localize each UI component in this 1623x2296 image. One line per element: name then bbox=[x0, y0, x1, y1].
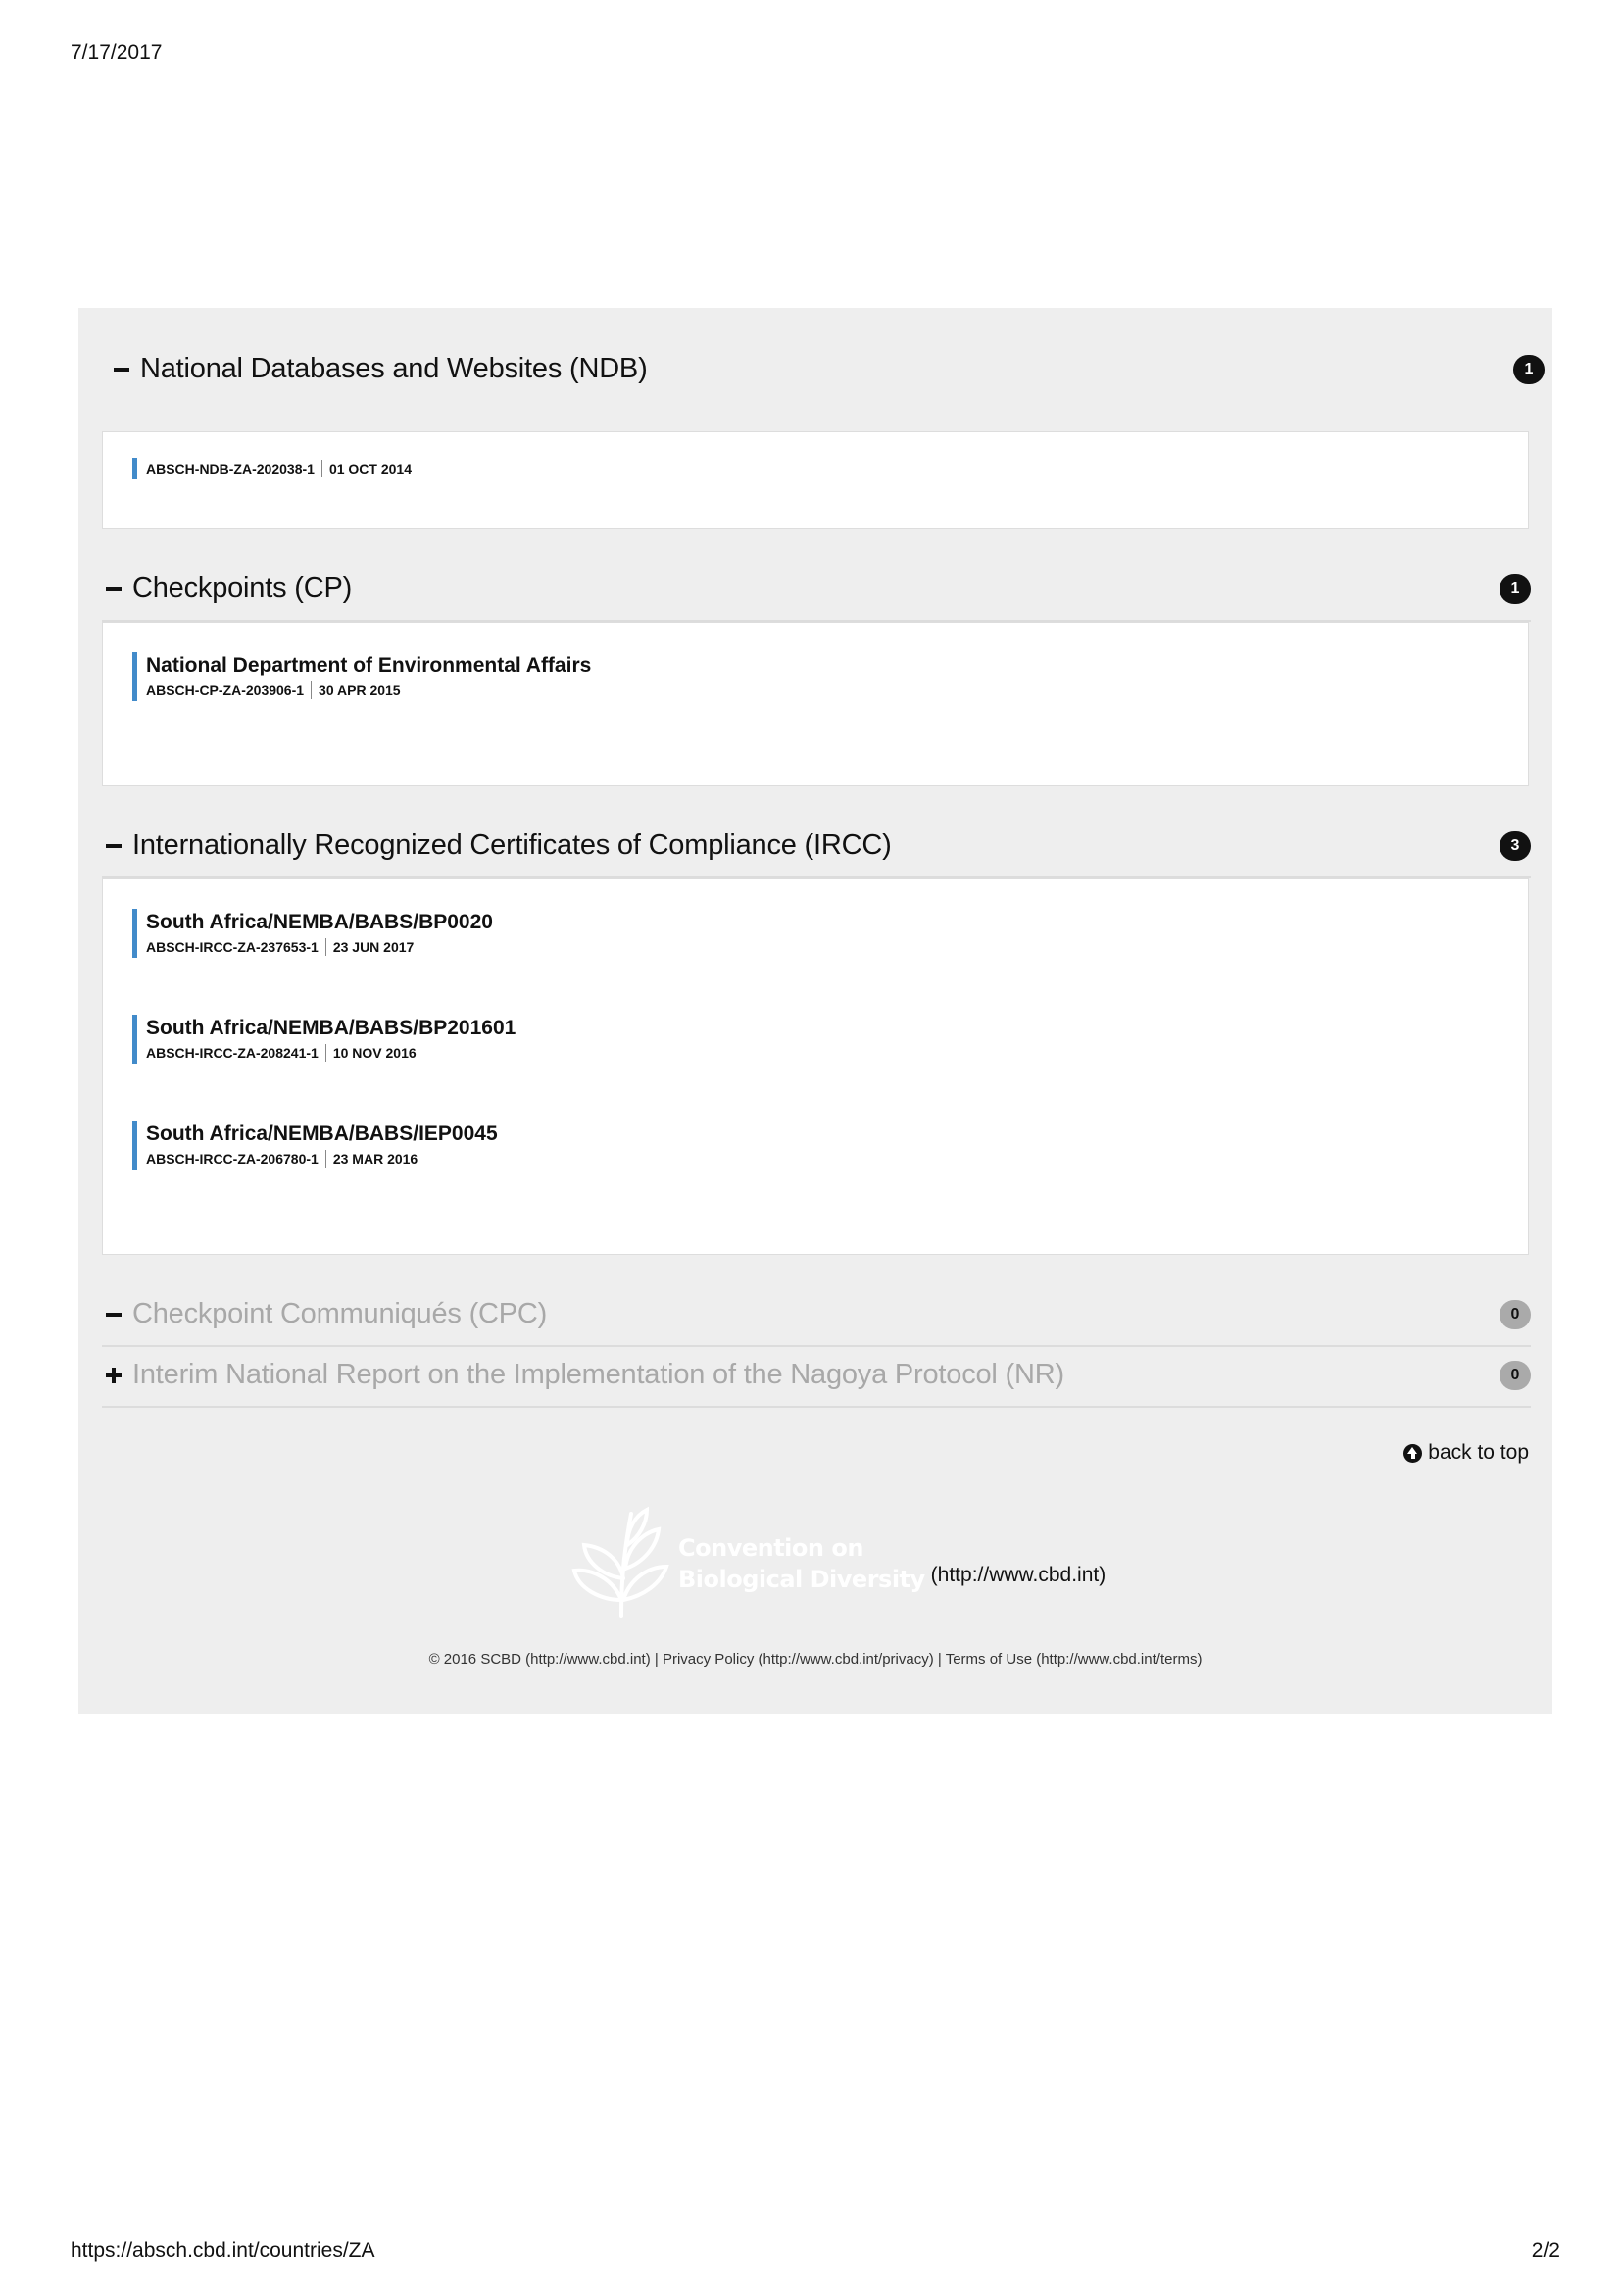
records-card-ircc bbox=[102, 878, 1529, 1255]
section-title-cpc: Checkpoint Communiqués (CPC) bbox=[132, 1298, 548, 1329]
meta-separator bbox=[321, 460, 322, 477]
section-header-nr[interactable] bbox=[102, 1359, 1531, 1391]
footer-separator: | bbox=[654, 1651, 659, 1668]
logo-line-2: Biological Diversity bbox=[678, 1566, 925, 1593]
section-divider bbox=[102, 1406, 1531, 1408]
privacy-policy-link[interactable]: Privacy Policy (http://www.cbd.int/privacy) bbox=[662, 1651, 934, 1668]
section-title-ndb: National Databases and Websites (NDB) bbox=[140, 353, 648, 384]
collapse-icon[interactable] bbox=[114, 361, 131, 378]
cbd-logo-wordmark bbox=[678, 1532, 925, 1595]
record-meta bbox=[146, 458, 412, 479]
record-id: ABSCH-CP-ZA-203906-1 bbox=[146, 682, 305, 698]
record-date: 10 NOV 2016 bbox=[332, 1045, 417, 1061]
count-badge-ndb: 1 bbox=[1513, 355, 1545, 384]
section-divider bbox=[102, 1345, 1531, 1347]
record-meta bbox=[146, 1042, 516, 1064]
collapse-icon[interactable] bbox=[106, 837, 123, 855]
record-title[interactable]: South Africa/NEMBA/BABS/IEP0045 bbox=[146, 1123, 498, 1145]
record-id: ABSCH-IRCC-ZA-237653-1 bbox=[146, 939, 319, 955]
section-header-ndb[interactable] bbox=[110, 353, 1545, 385]
records-card-cp bbox=[102, 622, 1529, 786]
record-meta bbox=[146, 679, 591, 701]
record-id: ABSCH-IRCC-ZA-206780-1 bbox=[146, 1151, 319, 1167]
country-profile-panel bbox=[78, 308, 1552, 1714]
record-date: 23 MAR 2016 bbox=[332, 1151, 418, 1167]
record-meta bbox=[146, 1148, 498, 1170]
record-title[interactable]: South Africa/NEMBA/BABS/BP201601 bbox=[146, 1017, 516, 1039]
record-meta bbox=[146, 936, 493, 958]
count-badge-cp: 1 bbox=[1500, 574, 1531, 604]
footer-separator: | bbox=[937, 1651, 942, 1668]
record-title[interactable]: South Africa/NEMBA/BABS/BP0020 bbox=[146, 911, 493, 933]
record-title[interactable]: National Department of Environmental Affairs bbox=[146, 654, 592, 676]
meta-separator bbox=[325, 1150, 326, 1168]
arrow-circle-up-icon bbox=[1403, 1444, 1422, 1463]
meta-separator bbox=[325, 938, 326, 956]
record-item[interactable] bbox=[132, 1015, 516, 1064]
terms-of-use-link[interactable]: Terms of Use (http://www.cbd.int/terms) bbox=[945, 1651, 1203, 1668]
record-date: 23 JUN 2017 bbox=[332, 939, 415, 955]
section-header-cpc[interactable] bbox=[102, 1298, 1531, 1330]
print-url: https://absch.cbd.int/countries/ZA bbox=[71, 2239, 375, 2262]
section-header-ircc[interactable] bbox=[102, 829, 1531, 862]
cbd-leaf-logo-icon[interactable] bbox=[570, 1506, 672, 1622]
collapse-icon[interactable] bbox=[106, 580, 123, 598]
count-badge-cpc: 0 bbox=[1500, 1300, 1531, 1329]
section-title-cp: Checkpoints (CP) bbox=[132, 573, 353, 604]
print-page-number: 2/2 bbox=[1531, 2239, 1560, 2262]
back-to-top-link[interactable] bbox=[1403, 1441, 1529, 1465]
record-date: 01 OCT 2014 bbox=[328, 461, 412, 476]
count-badge-ircc: 3 bbox=[1500, 831, 1531, 861]
record-date: 30 APR 2015 bbox=[319, 682, 401, 698]
meta-separator bbox=[325, 1044, 326, 1062]
record-item[interactable] bbox=[132, 1121, 498, 1170]
collapse-icon[interactable] bbox=[106, 1306, 123, 1323]
footer-logo-row bbox=[570, 1506, 1106, 1622]
copyright-link[interactable]: © 2016 SCBD (http://www.cbd.int) bbox=[428, 1651, 651, 1668]
section-title-nr: Interim National Report on the Implementation of the Nagoya Protocol (NR) bbox=[132, 1359, 1064, 1390]
logo-line-1: Convention on bbox=[678, 1534, 863, 1562]
meta-separator bbox=[311, 681, 312, 699]
print-date: 7/17/2017 bbox=[71, 41, 163, 64]
records-card-ndb bbox=[102, 431, 1529, 529]
record-id: ABSCH-NDB-ZA-202038-1 bbox=[146, 461, 315, 476]
section-title-ircc: Internationally Recognized Certificates of Compliance (IRCC) bbox=[132, 829, 892, 861]
expand-icon[interactable] bbox=[106, 1367, 123, 1384]
record-item[interactable] bbox=[132, 909, 493, 958]
record-item[interactable] bbox=[132, 458, 412, 479]
section-header-cp[interactable] bbox=[102, 573, 1531, 605]
record-item[interactable] bbox=[132, 652, 591, 701]
cbd-website-link[interactable]: (http://www.cbd.int) bbox=[930, 1564, 1107, 1586]
footer-legal bbox=[78, 1651, 1552, 1668]
count-badge-nr: 0 bbox=[1500, 1361, 1531, 1390]
back-to-top-label: back to top bbox=[1428, 1441, 1529, 1464]
record-id: ABSCH-IRCC-ZA-208241-1 bbox=[146, 1045, 319, 1061]
